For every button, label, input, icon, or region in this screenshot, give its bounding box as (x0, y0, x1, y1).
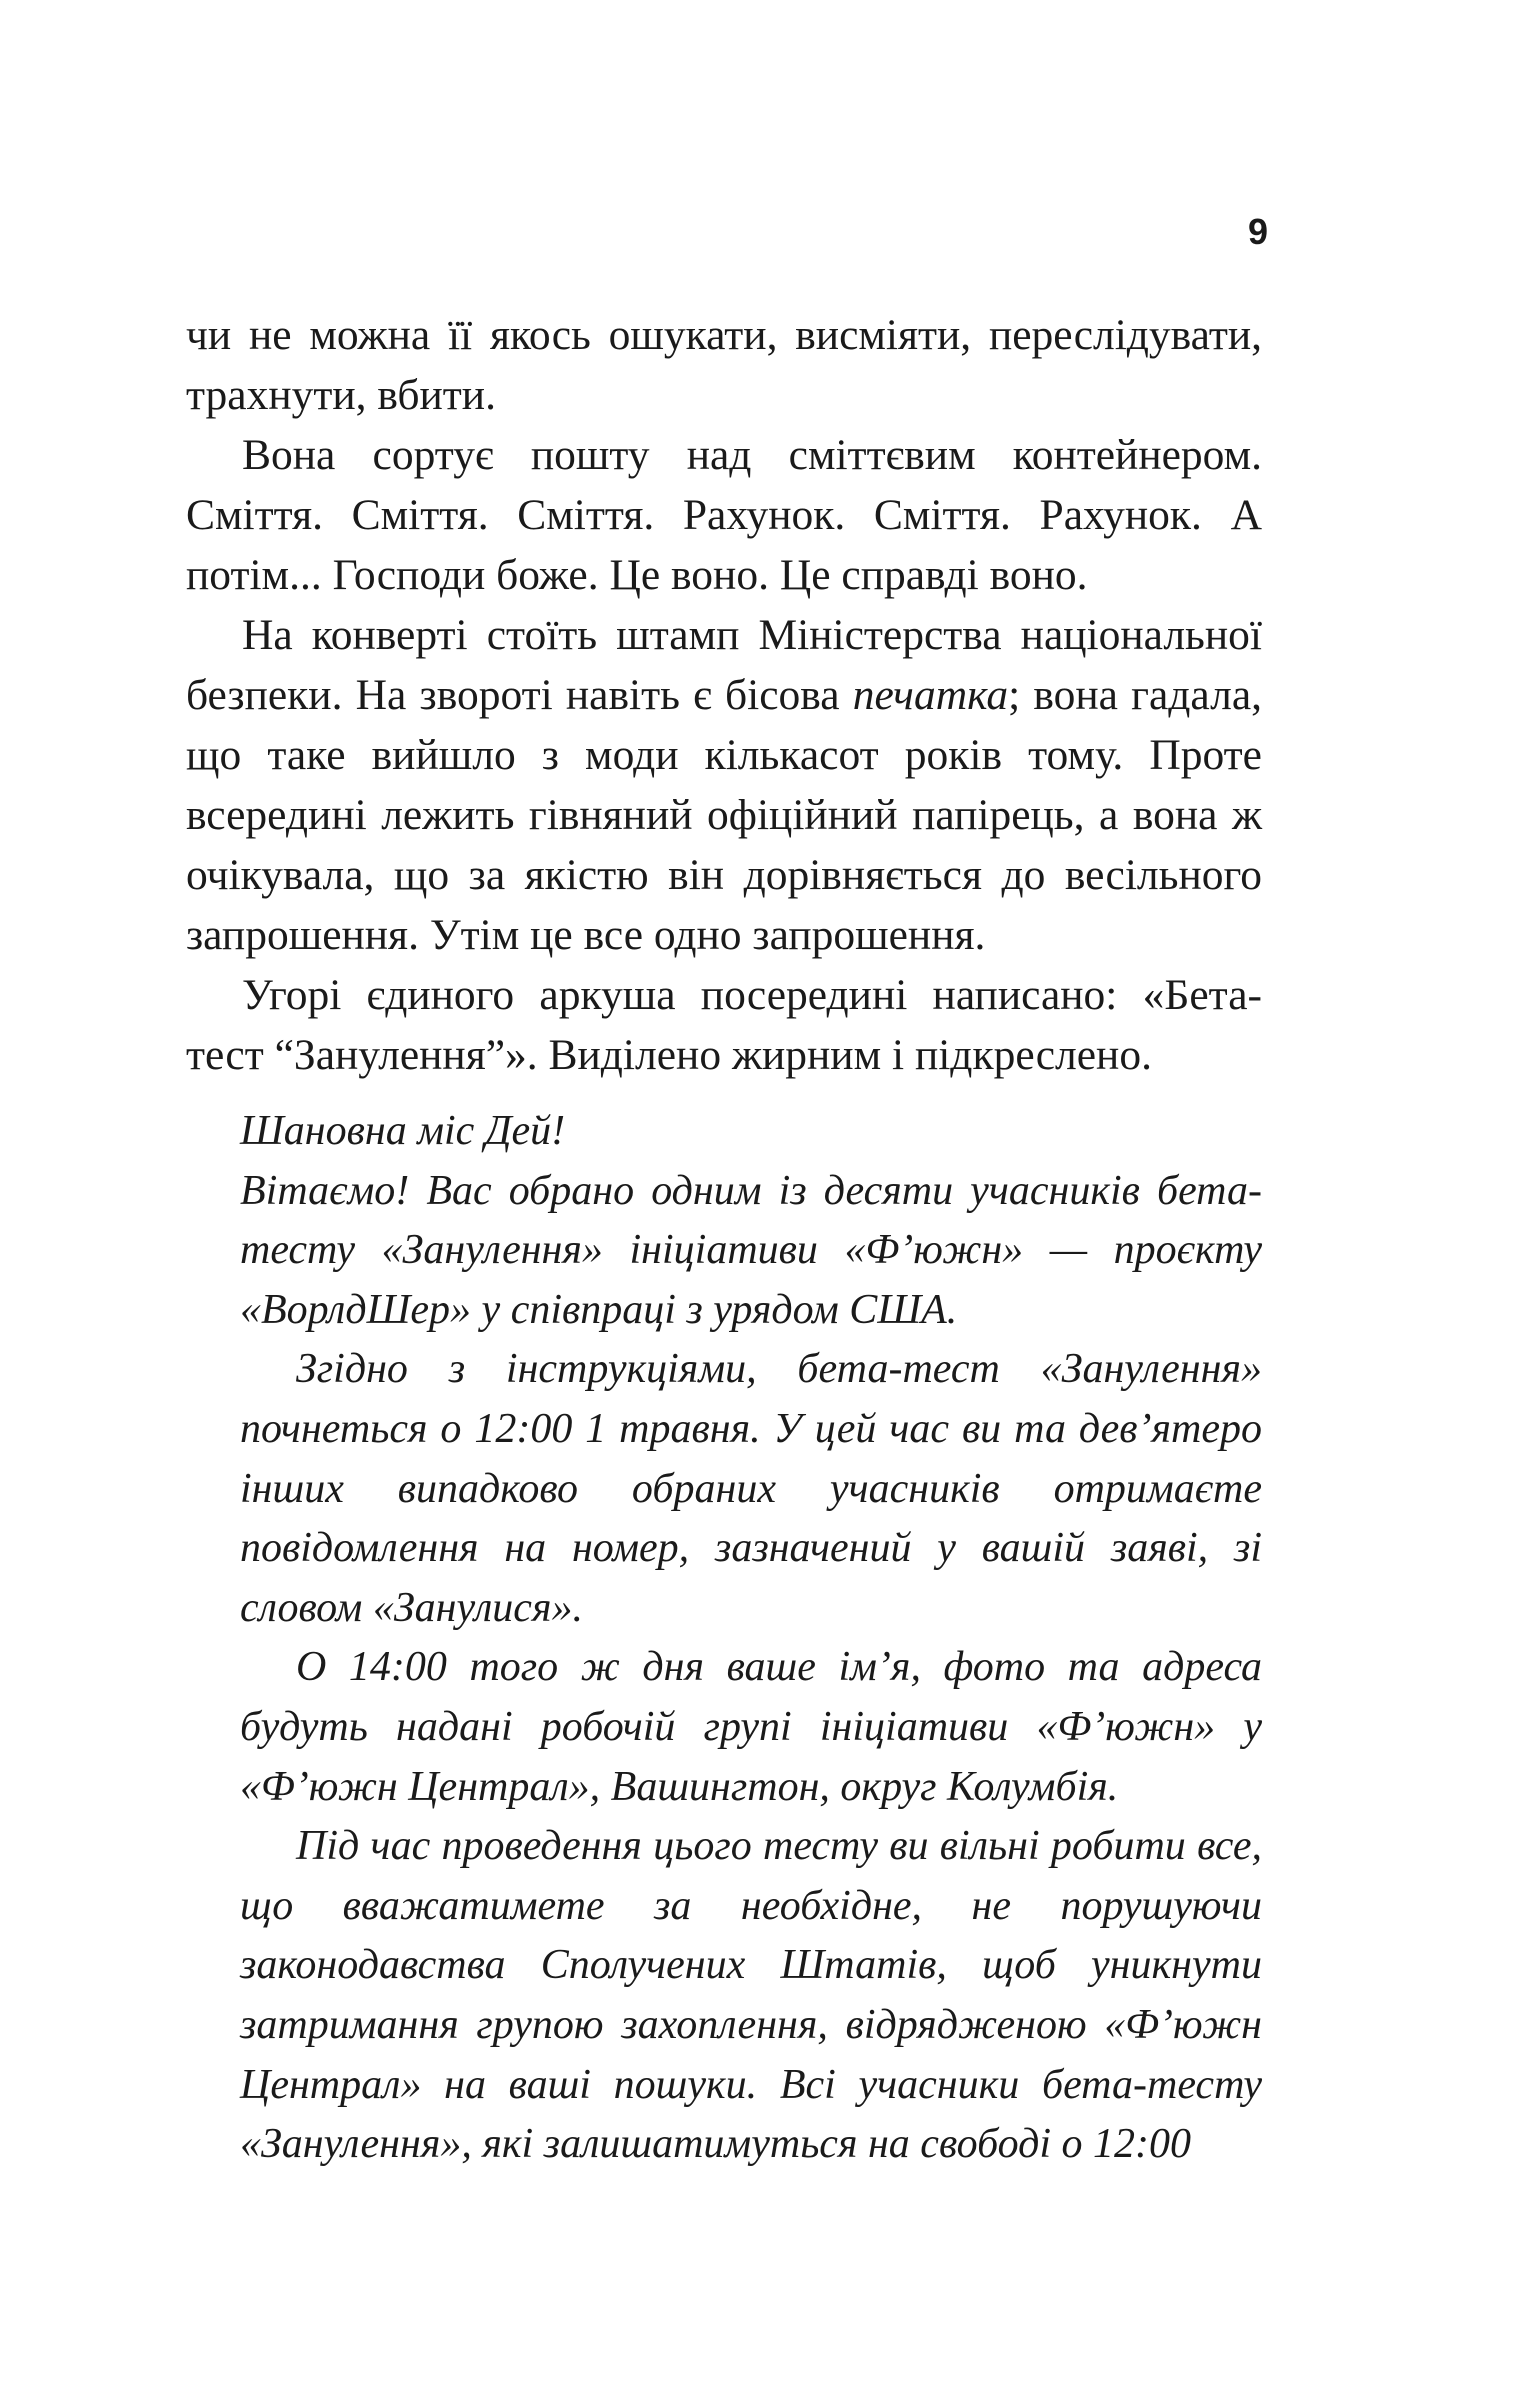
paragraph-3-text-a: На конверті стоїть штамп Міністерства національної безпеки. На звороті навіть є бісова (186, 611, 1262, 719)
body-text (186, 305, 1262, 1085)
paragraph-3 (186, 605, 1262, 965)
letter-salutation: Шановна міс Дей! (240, 1108, 566, 1154)
letter-text (240, 1102, 1262, 2175)
letter-paragraph-2: Згідно з інструкціями, бета-тест «Занулення» почнеться о 12:00 1 травня. У цей час ви та дев’ятеро інших випадково обраних учасників отримаєте повідомлення на номер, зазначений у вашій заяві, зі словом «Занулися». (240, 1346, 1262, 1631)
paragraph-3-text-b: ; вона гадала, що таке вийшло з моди кількасот років тому. Проте всередині лежить гівняний офіційний папірець, а вона ж очікувала, що за якістю він дорівняється до весільного запрошення. Утім це все одно запрошення. (186, 671, 1262, 959)
letter-paragraph-1: Вітаємо! Вас обрано одним із десяти учасників бета-тесту «Занулення» ініціативи «Ф’южн» — проєкту «ВорлдШер» у співпраці з урядом США. (240, 1167, 1262, 1333)
paragraph-4: Угорі єдиного аркуша посередині написано: «Бета-тест “Занулення”». Виділено жирним і підкреслено. (186, 971, 1262, 1079)
letter-paragraph-4: Під час проведення цього тесту ви вільні робити все, що вважатимете за необхідне, не порушуючи законодавства Сполучених Штатів, щоб уникнути затримання групою захоплення, відрядженою «Ф’южн Централ» на ваші пошуки. Всі учасники бета-тесту «Занулення», які залишатимуться на свободі о 12:00 (240, 1823, 1262, 2168)
page-number: 9 (1248, 211, 1270, 252)
letter-paragraph-3: О 14:00 того ж дня ваше ім’я, фото та адреса будуть надані робочій групі ініціативи «Ф’южн» у «Ф’южн Централ», Вашингтон, округ Колумбія. (240, 1644, 1262, 1810)
paragraph-3-emphasis: печатка (852, 671, 1009, 719)
paragraph-2: Вона сортує пошту над сміттєвим контейнером. Сміття. Сміття. Сміття. Рахунок. Сміття. Рахунок. А потім... Господи боже. Це воно. Це справді воно. (186, 431, 1262, 599)
paragraph-1: чи не можна її якось ошукати, висміяти, переслідувати, трахнути, вбити. (186, 311, 1262, 419)
